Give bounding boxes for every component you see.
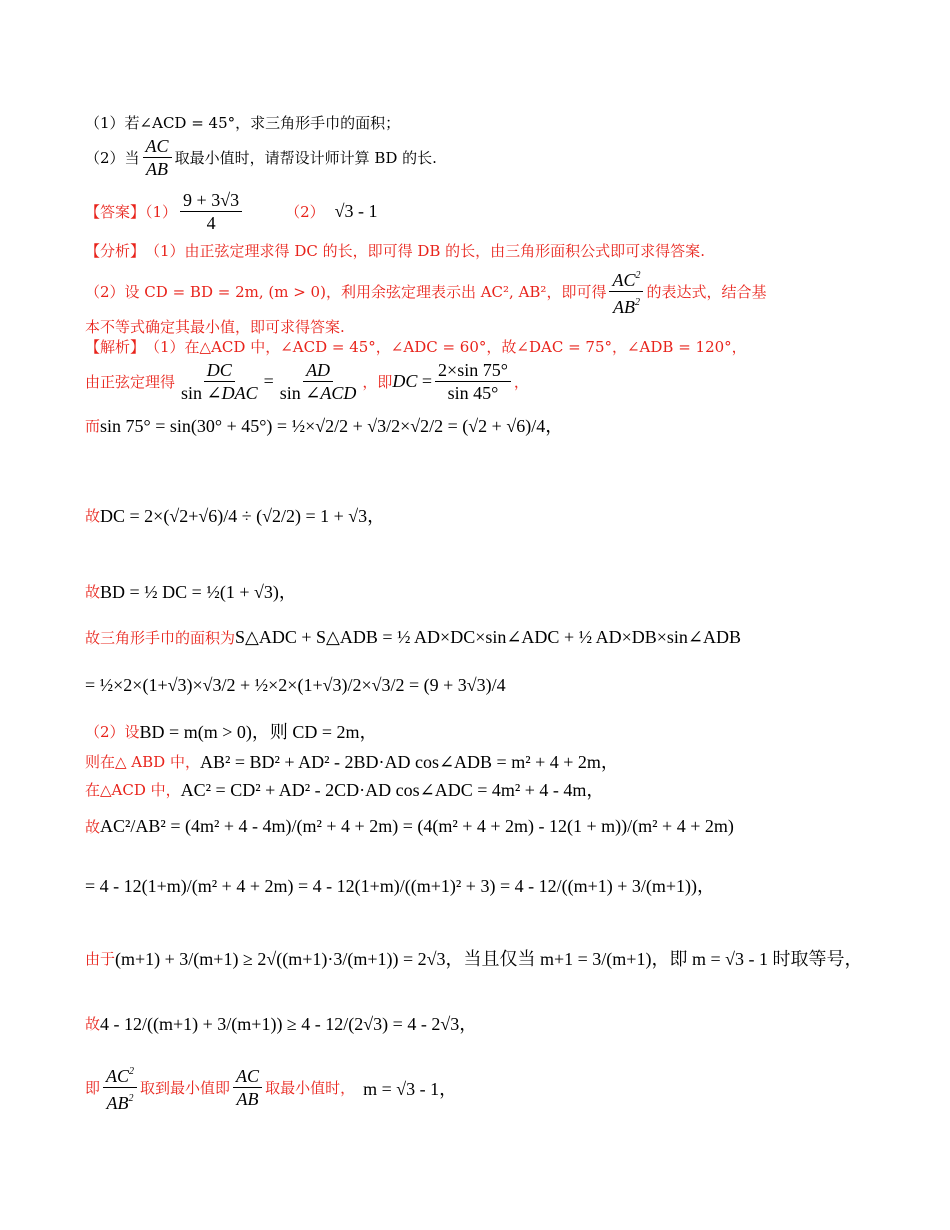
fraction-ac-ab-b: $\frac{AC}{AB}$: [233, 1066, 262, 1109]
analysis-line-1: [85, 240, 705, 261]
solution-text-15-prefix: 即: [85, 1079, 101, 1097]
solution-line-5: [85, 578, 297, 604]
question-1: [85, 112, 400, 133]
solution-text-1: （1）在△ACD 中，∠ACD = 45°，∠ADC = 60°，故∠DAC = 75°，∠ADB = 120°，: [145, 338, 747, 356]
solution-line-12: [85, 872, 715, 898]
answer-line: [85, 190, 378, 233]
question-2-suffix: 取最小值时，请帮设计师计算 BD 的长.: [174, 149, 437, 167]
solution-text-8: BD = m(m > 0)，则 CD = 2m，: [139, 722, 378, 742]
solution-line-13: [85, 945, 862, 971]
fraction-denominator: AB: [146, 159, 169, 179]
solution-text-5-prefix: 故: [85, 582, 101, 601]
solution-label: 【解析】: [85, 338, 146, 356]
solution-line-15: [85, 1062, 457, 1113]
solution-text-6-prefix: 故三角形手巾的面积为: [85, 629, 236, 647]
solution-text-15-end: m = √3 - 1，: [363, 1078, 458, 1099]
solution-line-10: [85, 776, 604, 802]
solution-line-3: [85, 412, 563, 438]
solution-text-4-prefix: 故: [85, 506, 101, 525]
question-2: [85, 136, 437, 179]
fraction-ad-sin: $\frac{AD}{\text{sin ∠ACD}}$: [279, 360, 357, 403]
solution-text-13-prefix: 由于: [85, 949, 116, 968]
solution-line-1: [85, 336, 747, 357]
fraction-ac2-ab2-b: $\frac{AC^2}{AB^2}$: [103, 1062, 137, 1113]
fraction-ac2-ab2: $\frac{AC^2}{AB^2}$: [609, 266, 643, 317]
fraction-ac-ab: [143, 136, 172, 179]
solution-text-6: S△ADC + S△ADB = ½ AD×DC×sin∠ADC + ½ AD×DB×sin∠ADB: [235, 627, 741, 647]
answer-label: 【答案】（1）: [85, 203, 178, 221]
solution-line-7: [85, 675, 506, 696]
analysis-text-2a: （2）设 CD = BD = 2m, (m > 0)，利用余弦定理表示出 AC², AB²，即可得: [85, 283, 607, 301]
analysis-label: 【分析】: [85, 242, 146, 260]
solution-text-5: BD = ½ DC = ½(1 + √3)，: [100, 582, 297, 602]
analysis-text-2b: 的表达式，结合基: [646, 283, 767, 301]
solution-line-2: 由正弦定理得 $\frac{DC}{\text{sin ∠DAC}}$ = $\frac{AD}{\text{sin ∠ACD}}$ ，即 DC = $\frac{2\times\sin 75^\circ}{\sin 45^\circ}$ ，: [85, 360, 529, 403]
solution-text-9-prefix: 则在△ ABD 中，: [85, 752, 200, 771]
analysis-line-2: [85, 266, 766, 317]
solution-line-4: [85, 502, 385, 528]
solution-text-14-prefix: 故: [85, 1014, 101, 1033]
question-2-prefix: （2）当: [85, 149, 140, 167]
solution-text-12: = 4 - 12(1+m)/(m² + 4 + 2m) = 4 - 12(1+m)/((m+1)² + 3) = 4 - 12/((m+1) + 3/(m+1))，: [85, 876, 716, 896]
answer-1-denominator: 4: [206, 213, 216, 233]
answer-2-value: √3 - 1: [334, 201, 378, 221]
analysis-text-1: （1）由正弦定理求得 DC 的长，即可得 DB 的长，由三角形面积公式即可求得答案.: [145, 242, 705, 260]
answer-1-numerator: 9 + 3√3: [180, 190, 242, 212]
solution-text-2-prefix: 由正弦定理得: [85, 373, 176, 391]
fraction-dc-sin: $\frac{DC}{\text{sin ∠DAC}}$: [181, 360, 258, 403]
analysis-text-2c: 本不等式确定其最小值，即可求得答案.: [85, 318, 345, 336]
solution-text-10-prefix: 在△ACD 中，: [85, 780, 181, 799]
solution-text-3: sin 75° = sin(30° + 45°) = ½×√2/2 + √3/2×√2/2 = (√2 + √6)/4，: [100, 416, 564, 436]
fraction-numerator: AC: [143, 136, 172, 158]
solution-text-9: AB² = BD² + AD² - 2BD·AD cos∠ADB = m² + 4 + 2m，: [199, 752, 619, 772]
solution-text-10: AC² = CD² + AD² - 2CD·AD cos∠ADC = 4m² + 4 - 4m，: [180, 780, 605, 800]
solution-line-8: [85, 718, 378, 744]
solution-line-9: [85, 748, 619, 774]
fraction-2sin75: $\frac{2\times\sin 75^\circ}{\sin 45^\circ}$: [435, 360, 511, 403]
solution-text-7: = ½×2×(1+√3)×√3/2 + ½×2×(1+√3)/2×√3/2 = (9 + 3√3)/4: [85, 675, 506, 695]
analysis-line-3: [85, 316, 345, 337]
answer-2-label: （2）: [285, 203, 325, 221]
solution-text-14: 4 - 12/((m+1) + 3/(m+1)) ≥ 4 - 12/(2√3) = 4 - 2√3，: [100, 1014, 478, 1034]
solution-line-6: [85, 627, 741, 648]
solution-line-14: [85, 1010, 477, 1036]
solution-text-11-prefix: 故: [85, 818, 101, 836]
solution-text-15-mid: 取到最小值即: [140, 1079, 231, 1097]
solution-text-4: DC = 2×(√2+√6)/4 ÷ (√2/2) = 1 + √3，: [100, 506, 386, 526]
solution-text-13: (m+1) + 3/(m+1) ≥ 2√((m+1)·3/(m+1)) = 2√3，当且仅当 m+1 = 3/(m+1)，即 m = √3 - 1 时取等号，: [115, 949, 863, 969]
solution-line-11: [85, 816, 734, 837]
solution-text-3-prefix: 而: [85, 416, 101, 435]
solution-text-8-prefix: （2）设: [85, 722, 140, 741]
solution-text-11: AC²/AB² = (4m² + 4 - 4m)/(m² + 4 + 2m) = (4(m² + 4 + 2m) - 12(1 + m))/(m² + 4 + 2m): [100, 816, 734, 836]
answer-1-fraction: [180, 190, 242, 233]
solution-text-15-mid2: 取最小值时，: [265, 1079, 356, 1097]
solution-text-2-mid: ，即: [362, 373, 393, 391]
question-1-text: （1）若∠ACD = 45°，求三角形手巾的面积；: [85, 114, 401, 132]
